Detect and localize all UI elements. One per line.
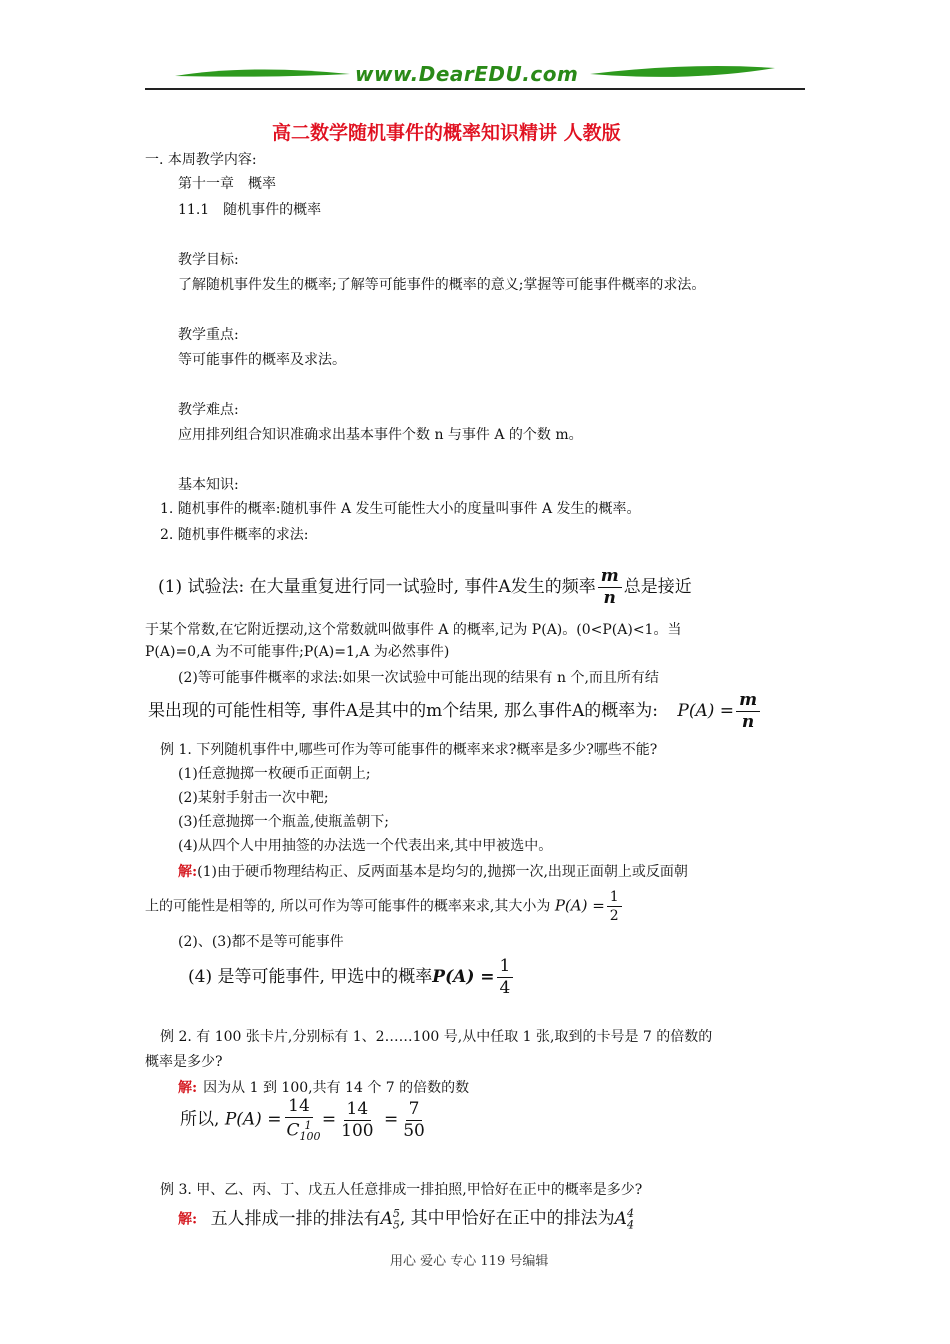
example1-option-4: (4)从四个人中用抽签的办法选一个代表出来,其中甲被选中。 (178, 838, 553, 854)
method1-line2: 于某个常数,在它附近摆动,这个常数就叫做事件 A 的概率,记为 P(A)。(0<P(A)<1。当 (145, 622, 682, 638)
goal-label: 教学目标: (178, 252, 239, 268)
example2-question-1: 例 2. 有 100 张卡片,分别标有 1、2……100 号,从中任取 1 张,取到的卡号是 7 的倍数的 (160, 1029, 713, 1045)
example1-solution-1: 解:(1)由于硬币物理结构正、反两面基本是均匀的,抛掷一次,出现正面朝上或反面朝 (178, 864, 688, 880)
example1-solution-4: (4) 是等可能事件, 甲选中的概率P(A) = $\frac{1}{4}$ (188, 958, 515, 997)
page-title: 高二数学随机事件的概率知识精讲 人教版 (272, 122, 621, 144)
example1-option-3: (3)任意抛掷一个瓶盖,使瓶盖朝下; (178, 814, 389, 830)
half-fraction: $\frac{1}{2}$ (607, 890, 622, 923)
subsection-line: 11.1 随机事件的概率 (178, 202, 322, 218)
arrangement-a44: $A_4^4$ (614, 1207, 634, 1232)
difficulty-label: 教学难点: (178, 402, 239, 418)
section-heading: 一. 本周教学内容: (145, 152, 257, 168)
key-label: 教学重点: (178, 327, 239, 343)
example1-solution-2: 上的可能性是相等的, 所以可作为等可能事件的概率来求,其大小为 P(A) = $\frac{1}{2}$ (145, 890, 624, 923)
quarter-fraction: $\frac{1}{4}$ (497, 958, 514, 997)
c100-fraction: $\frac{14}{C_{100}^1}$ (286, 1096, 321, 1144)
goal-text: 了解随机事件发生的概率;了解等可能事件的概率的意义;掌握等可能事件概率的求法。 (178, 277, 706, 293)
example1-option-2: (2)某射手射击一次中靶; (178, 790, 329, 806)
example2-solution-1: 解: 因为从 1 到 100,共有 14 个 7 的倍数的数 (178, 1080, 470, 1096)
header-logo-text: www.DearEDU.com (355, 62, 579, 86)
example2-solution-2: 所以, P(A) = $\frac{14}{C_{100}^1}$ = $\frac{14}{100}$ = $\frac{7}{50}$ (180, 1098, 430, 1142)
method1-line3: P(A)=0,A 为不可能事件;P(A)=1,A 为必然事件) (145, 644, 450, 660)
frequency-fraction: $\frac{m}{n}$ (598, 568, 622, 607)
seven-fifty-fraction: $\frac{7}{50}$ (403, 1098, 425, 1141)
chapter-line: 第十一章 概率 (178, 176, 276, 192)
example1-solution-3: (2)、(3)都不是等可能事件 (178, 934, 344, 950)
example3-solution: 解: 五人排成一排的排法有$A_5^5$, 其中甲恰好在正中的排法为$A_4^4$ (178, 1207, 634, 1232)
difficulty-text: 应用排列组合知识准确求出基本事件个数 n 与事件 A 的个数 m。 (178, 427, 583, 443)
method2-line1: (2)等可能事件概率的求法:如果一次试验中可能出现的结果有 n 个,而且所有结 (178, 670, 659, 686)
formula-pa: P(A) = (677, 701, 735, 721)
example1-option-1: (1)任意抛掷一枚硬币正面朝上; (178, 766, 371, 782)
arrangement-a55: $A_5^5$ (380, 1207, 400, 1232)
header-rule (145, 88, 805, 90)
probability-fraction: $\frac{m}{n}$ (736, 692, 760, 731)
basic-item-1: 1. 随机事件的概率:随机事件 A 发生可能性大小的度量叫事件 A 发生的概率。 (160, 501, 641, 517)
method2-line2: 果出现的可能性相等, 事件A是其中的m个结果, 那么事件A的概率为: P(A) = $\frac{m}{n}$ (148, 692, 762, 731)
example3-question: 例 3. 甲、乙、丙、丁、戊五人任意排成一排拍照,甲恰好在正中的概率是多少? (160, 1182, 643, 1198)
basic-label: 基本知识: (178, 477, 239, 493)
method1-line1: (1) 试验法: 在大量重复进行同一试验时, 事件A发生的频率 $\frac{m}{n}$ 总是接近 (158, 566, 692, 608)
basic-item-2: 2. 随机事件概率的求法: (160, 527, 309, 543)
page-footer: 用心 爱心 专心 119 号编辑 (390, 1254, 549, 1269)
fourteen-hundred-fraction: $\frac{14}{100}$ (341, 1098, 374, 1141)
example2-question-2: 概率是多少? (145, 1054, 223, 1070)
key-text: 等可能事件的概率及求法。 (178, 352, 346, 368)
example1-question: 例 1. 下列随机事件中,哪些可作为等可能事件的概率来求?概率是多少?哪些不能? (160, 742, 658, 758)
